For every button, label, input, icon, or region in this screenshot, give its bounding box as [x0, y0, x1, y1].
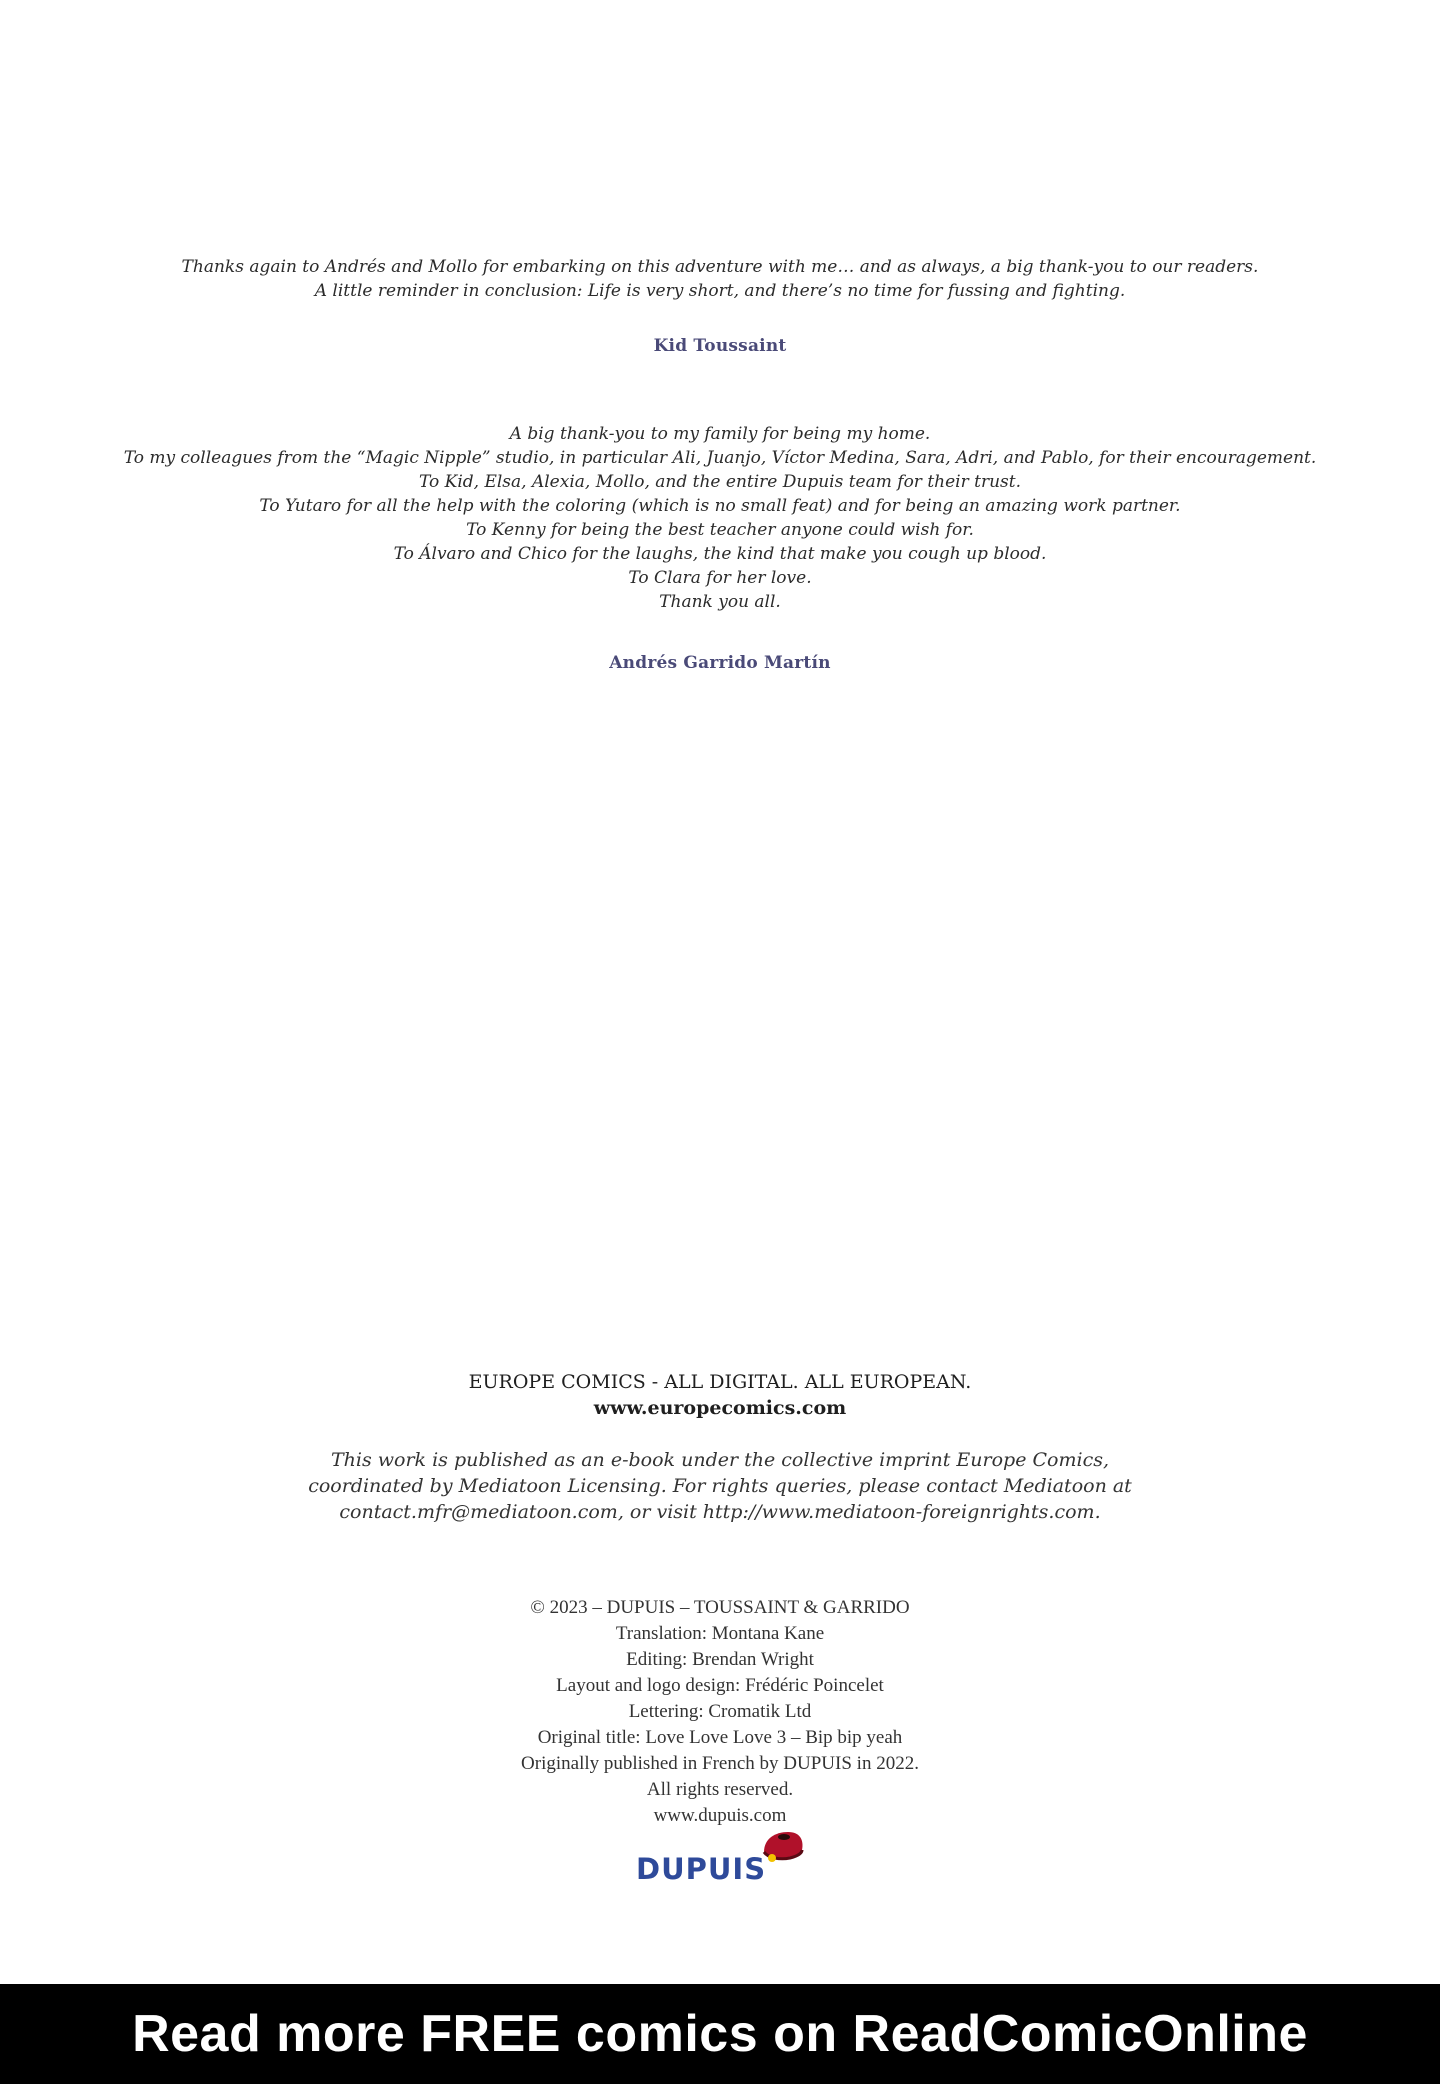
europe-comics-url[interactable]: www.europecomics.com	[593, 1397, 847, 1419]
ack-line: Thank you all.	[659, 592, 781, 612]
promo-banner[interactable]	[0, 1984, 1440, 2084]
credits-list	[0, 1595, 1440, 1829]
ack-line: To Kid, Elsa, Alexia, Mollo, and the entire Dupuis team for their trust.	[418, 472, 1022, 492]
acknowledgments-garrido	[0, 422, 1440, 614]
credit-line: Lettering: Cromatik Ltd	[628, 1701, 812, 1722]
imprint-notice	[0, 1447, 1440, 1525]
europe-comics-heading: EUROPE COMICS - ALL DIGITAL. ALL EUROPEAN.	[468, 1371, 972, 1393]
imprint-line: This work is published as an e-book under the collective imprint Europe Comics,	[330, 1449, 1110, 1471]
ack-line: To Clara for her love.	[628, 568, 812, 588]
credit-line: Editing: Brendan Wright	[626, 1649, 814, 1670]
signature-andres-garrido: Andrés Garrido Martín	[609, 653, 831, 673]
credit-line: Original title: Love Love Love 3 – Bip bip yeah	[537, 1727, 903, 1748]
bellhop-hat-icon	[758, 1828, 808, 1868]
ack-line: A big thank-you to my family for being my home.	[509, 424, 931, 444]
imprint-line: contact.mfr@mediatoon.com, or visit http://www.mediatoon-foreignrights.com.	[339, 1501, 1101, 1523]
ack-line: To Kenny for being the best teacher anyone could wish for.	[466, 520, 974, 540]
ack-line: A little reminder in conclusion: Life is very short, and there’s no time for fussing and fighting.	[314, 281, 1126, 301]
ack-line: To my colleagues from the “Magic Nipple” studio, in particular Ali, Juanjo, Víctor Medina, Sara, Adri, and Pablo, for their encouragement.	[123, 448, 1317, 468]
ack-line: To Álvaro and Chico for the laughs, the kind that make you cough up blood.	[393, 544, 1047, 564]
signature-kid-toussaint: Kid Toussaint	[653, 336, 787, 356]
acknowledgments-toussaint	[0, 255, 1440, 303]
dupuis-logo	[630, 1828, 810, 1888]
ack-line: To Yutaro for all the help with the coloring (which is no small feat) and for being an amazing work partner.	[259, 496, 1181, 516]
dupuis-logo-text: DUPUIS	[636, 1852, 767, 1886]
dupuis-url[interactable]: www.dupuis.com	[653, 1805, 787, 1826]
credit-line: All rights reserved.	[646, 1779, 794, 1800]
promo-banner-text[interactable]: Read more FREE comics on ReadComicOnline	[132, 2005, 1308, 2063]
credit-line: Layout and logo design: Frédéric Poincelet	[556, 1675, 884, 1696]
imprint-line: coordinated by Mediatoon Licensing. For rights queries, please contact Mediatoon at	[308, 1475, 1132, 1497]
credit-line: Translation: Montana Kane	[615, 1623, 825, 1644]
credit-line: Originally published in French by DUPUIS in 2022.	[521, 1753, 919, 1774]
ack-line: Thanks again to Andrés and Mollo for embarking on this adventure with me… and as always, a big thank-you to our readers.	[181, 257, 1259, 277]
copyright-line: © 2023 – DUPUIS – TOUSSAINT & GARRIDO	[530, 1597, 910, 1618]
